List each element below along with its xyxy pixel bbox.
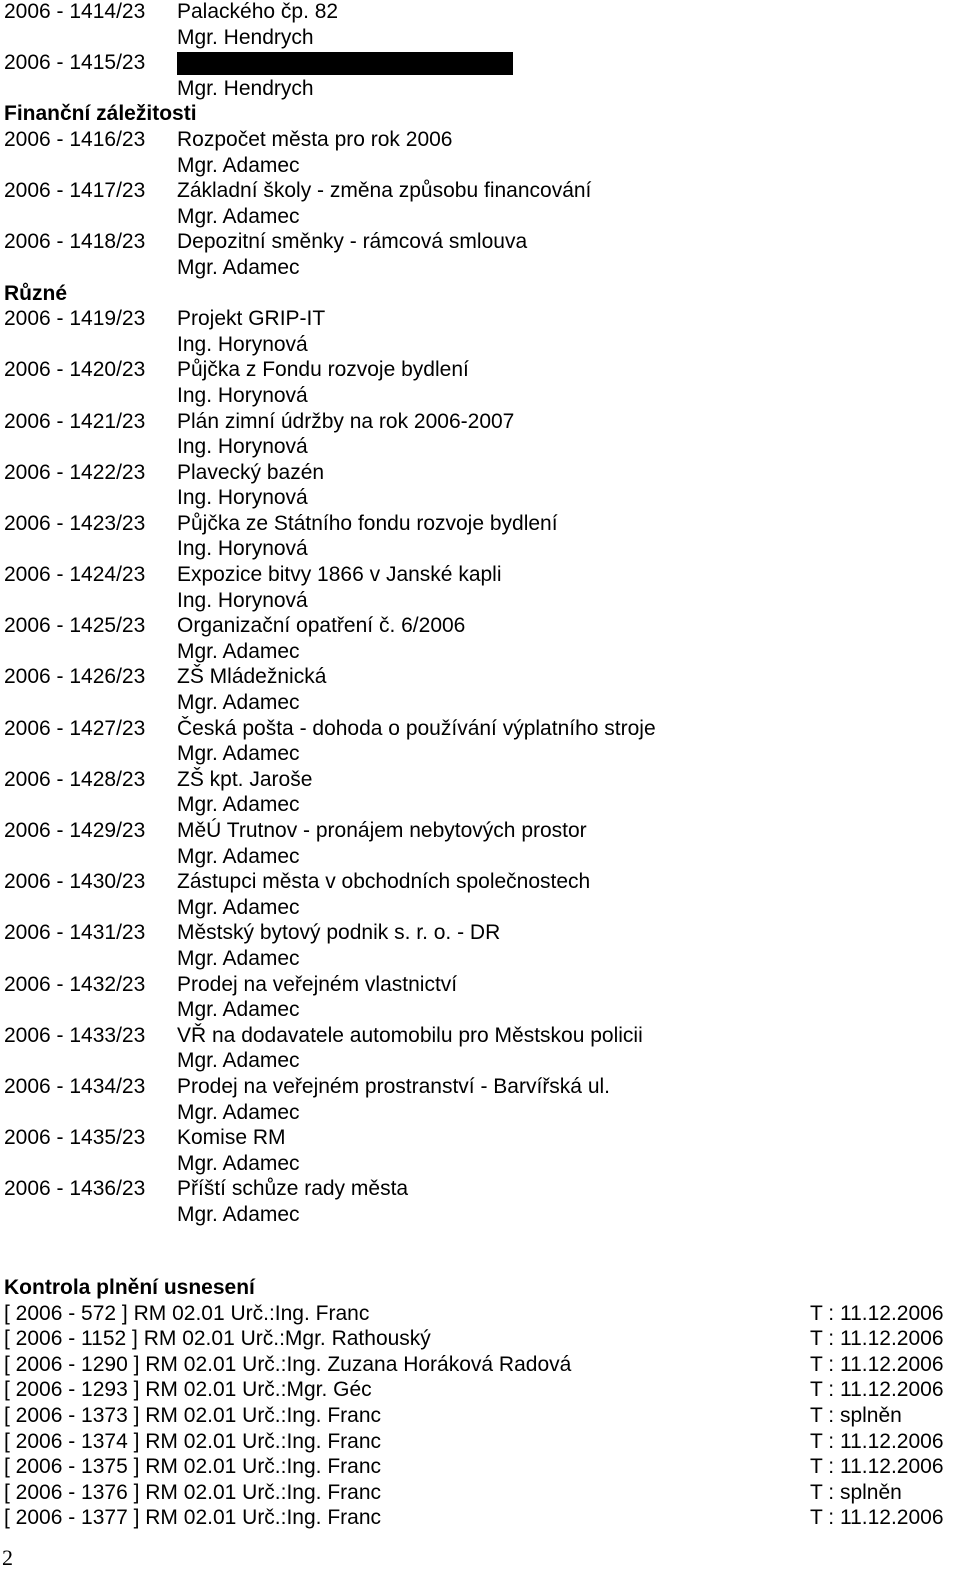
responsible-row xyxy=(4,741,954,767)
control-term: T : splněn xyxy=(810,1480,902,1504)
responsible-row xyxy=(4,332,954,358)
control-term: T : 11.12.2006 xyxy=(810,1378,944,1402)
control-reference: [ 2006 - 1290 ] RM 02.01 Urč.:Ing. Zuzana Horáková Radová xyxy=(4,1352,572,1376)
resolution-title: Palackého čp. 82 xyxy=(177,0,339,23)
resolution-number: 2006 - 1427/23 xyxy=(4,716,146,740)
resolution-item xyxy=(4,306,954,332)
control-row xyxy=(4,1403,954,1429)
control-reference: [ 2006 - 572 ] RM 02.01 Urč.:Ing. Franc xyxy=(4,1301,370,1325)
resolution-number: 2006 - 1434/23 xyxy=(4,1074,146,1098)
resolution-item xyxy=(4,357,954,383)
resolution-number: 2006 - 1415/23 xyxy=(4,51,146,75)
resolution-number: 2006 - 1430/23 xyxy=(4,870,146,894)
responsible-person: Ing. Horynová xyxy=(177,486,308,510)
responsible-row xyxy=(4,997,954,1023)
responsible-row xyxy=(4,204,954,230)
responsible-person: Mgr. Adamec xyxy=(177,691,300,715)
responsible-person: Ing. Horynová xyxy=(177,588,308,612)
responsible-row xyxy=(4,1100,954,1126)
resolution-item xyxy=(4,664,954,690)
responsible-person: Mgr. Adamec xyxy=(177,1049,300,1073)
resolution-title: Organizační opatření č. 6/2006 xyxy=(177,614,466,638)
responsible-row xyxy=(4,844,954,870)
control-reference: [ 2006 - 1152 ] RM 02.01 Urč.:Mgr. Rathouský xyxy=(4,1327,431,1351)
resolution-title: Základní školy - změna způsobu financování xyxy=(177,179,592,203)
control-reference: [ 2006 - 1376 ] RM 02.01 Urč.:Ing. Franc xyxy=(4,1480,382,1504)
control-term: T : splněn xyxy=(810,1403,902,1427)
resolution-item xyxy=(4,409,954,435)
responsible-person: Mgr. Adamec xyxy=(177,895,300,919)
resolution-title: VŘ na dodavatele automobilu pro Městskou policii xyxy=(177,1023,643,1047)
control-row xyxy=(4,1454,954,1480)
control-row xyxy=(4,1505,954,1531)
resolution-title: MěÚ Trutnov - pronájem nebytových prostor xyxy=(177,819,587,842)
responsible-person: Ing. Horynová xyxy=(177,435,308,459)
responsible-row xyxy=(4,895,954,921)
resolution-title: Městský bytový podnik s. r. o. - DR xyxy=(177,921,501,945)
responsible-row xyxy=(4,434,954,460)
responsible-person: Mgr. Adamec xyxy=(177,204,300,228)
control-reference: [ 2006 - 1374 ] RM 02.01 Urč.:Ing. Franc xyxy=(4,1429,382,1453)
responsible-row xyxy=(4,588,954,614)
responsible-row xyxy=(4,690,954,716)
resolution-title: Česká pošta - dohoda o používání výplatního stroje xyxy=(177,716,656,740)
resolution-title: Rozpočet města pro rok 2006 xyxy=(177,127,453,151)
responsible-person: Mgr. Hendrych xyxy=(177,76,314,100)
control-term: T : 11.12.2006 xyxy=(810,1327,944,1351)
resolution-number: 2006 - 1435/23 xyxy=(4,1126,146,1150)
control-section xyxy=(4,1275,954,1531)
resolution-number: 2006 - 1433/23 xyxy=(4,1023,146,1047)
redaction-bar xyxy=(177,52,513,75)
resolution-title: Půjčka ze Státního fondu rozvoje bydlení xyxy=(177,511,558,535)
resolution-item xyxy=(4,0,954,25)
responsible-person: Mgr. Adamec xyxy=(177,793,300,817)
resolution-title: ZŠ kpt. Jaroše xyxy=(177,767,313,791)
responsible-person: Ing. Horynová xyxy=(177,383,308,407)
responsible-row xyxy=(4,946,954,972)
responsible-person: Mgr. Adamec xyxy=(177,1202,300,1226)
responsible-person: Mgr. Adamec xyxy=(177,742,300,766)
control-row xyxy=(4,1352,954,1378)
resolution-number: 2006 - 1428/23 xyxy=(4,767,146,791)
resolution-number: 2006 - 1429/23 xyxy=(4,819,146,842)
responsible-row xyxy=(4,792,954,818)
resolution-item xyxy=(4,511,954,537)
resolution-item xyxy=(4,869,954,895)
responsible-row xyxy=(4,1202,954,1228)
resolution-title: Depozitní směnky - rámcová smlouva xyxy=(177,230,528,254)
responsible-row xyxy=(4,536,954,562)
control-row xyxy=(4,1480,954,1506)
responsible-row xyxy=(4,383,954,409)
responsible-row xyxy=(4,153,954,179)
resolution-item xyxy=(4,1023,954,1049)
resolution-number: 2006 - 1414/23 xyxy=(4,0,146,23)
responsible-row xyxy=(4,485,954,511)
resolution-title: ZŠ Mládežnická xyxy=(177,665,327,689)
responsible-person: Mgr. Adamec xyxy=(177,1151,300,1175)
control-row xyxy=(4,1377,954,1403)
control-row xyxy=(4,1301,954,1327)
resolution-item xyxy=(4,818,954,844)
resolution-number: 2006 - 1417/23 xyxy=(4,179,146,203)
responsible-person: Mgr. Adamec xyxy=(177,255,300,279)
resolution-item xyxy=(4,1074,954,1100)
responsible-person: Mgr. Adamec xyxy=(177,1100,300,1124)
resolution-item xyxy=(4,127,954,153)
page-number: 2 xyxy=(2,1545,13,1570)
resolution-number: 2006 - 1431/23 xyxy=(4,921,146,945)
resolution-number: 2006 - 1424/23 xyxy=(4,563,146,587)
resolution-item xyxy=(4,972,954,998)
responsible-person: Mgr. Adamec xyxy=(177,844,300,868)
responsible-row xyxy=(4,1151,954,1177)
resolution-item xyxy=(4,1176,954,1202)
responsible-person: Mgr. Adamec xyxy=(177,946,300,970)
control-row xyxy=(4,1429,954,1455)
resolution-title: Projekt GRIP-IT xyxy=(177,307,326,331)
control-reference: [ 2006 - 1373 ] RM 02.01 Urč.:Ing. Franc xyxy=(4,1403,382,1427)
control-term: T : 11.12.2006 xyxy=(810,1506,944,1530)
resolution-number: 2006 - 1425/23 xyxy=(4,614,146,638)
resolution-title: Plavecký bazén xyxy=(177,460,325,484)
resolution-title: Expozice bitvy 1866 v Janské kapli xyxy=(177,563,502,587)
resolution-number: 2006 - 1426/23 xyxy=(4,665,146,689)
responsible-person: Ing. Horynová xyxy=(177,332,308,356)
control-term: T : 11.12.2006 xyxy=(810,1352,944,1376)
resolution-title: Prodej na veřejném prostranství - Barvířská ul. xyxy=(177,1074,611,1098)
resolution-title: Půjčka z Fondu rozvoje bydlení xyxy=(177,358,469,382)
resolution-title: Plán zimní údržby na rok 2006-2007 xyxy=(177,409,515,433)
resolution-item xyxy=(4,716,954,742)
control-row xyxy=(4,1326,954,1352)
resolution-item xyxy=(4,562,954,588)
resolution-number: 2006 - 1418/23 xyxy=(4,230,146,254)
resolution-item xyxy=(4,767,954,793)
resolution-item xyxy=(4,920,954,946)
resolution-title: Prodej na veřejném vlastnictví xyxy=(177,972,458,996)
control-heading: Kontrola plnění usnesení xyxy=(4,1276,255,1299)
resolution-item xyxy=(4,229,954,255)
responsible-person: Mgr. Hendrych xyxy=(177,25,314,49)
responsible-row xyxy=(4,255,954,281)
resolution-title: Zástupci města v obchodních společnostech xyxy=(177,870,591,894)
responsible-person: Mgr. Adamec xyxy=(177,998,300,1022)
resolution-number: 2006 - 1423/23 xyxy=(4,511,146,535)
control-reference: [ 2006 - 1375 ] RM 02.01 Urč.:Ing. Franc xyxy=(4,1455,382,1479)
resolution-item xyxy=(4,613,954,639)
resolution-number: 2006 - 1420/23 xyxy=(4,358,146,382)
responsible-row xyxy=(4,25,954,51)
responsible-person: Mgr. Adamec xyxy=(177,153,300,177)
control-term: T : 11.12.2006 xyxy=(810,1301,944,1325)
control-reference: [ 2006 - 1293 ] RM 02.01 Urč.:Mgr. Géc xyxy=(4,1378,372,1402)
resolution-title: Příští schůze rady města xyxy=(177,1177,409,1201)
section-heading: Finanční záležitosti xyxy=(4,102,197,126)
resolution-item xyxy=(4,460,954,486)
resolution-title: Komise RM xyxy=(177,1126,286,1150)
resolution-item xyxy=(4,50,954,76)
responsible-person: Ing. Horynová xyxy=(177,537,308,561)
responsible-row xyxy=(4,1048,954,1074)
responsible-row xyxy=(4,76,954,102)
resolution-item xyxy=(4,1125,954,1151)
responsible-person: Mgr. Adamec xyxy=(177,639,300,663)
section-heading: Různé xyxy=(4,281,67,305)
resolution-number: 2006 - 1419/23 xyxy=(4,307,146,331)
resolution-list xyxy=(4,0,954,1228)
resolution-number: 2006 - 1436/23 xyxy=(4,1177,146,1201)
resolution-number: 2006 - 1421/23 xyxy=(4,409,146,433)
resolution-number: 2006 - 1416/23 xyxy=(4,127,146,151)
control-term: T : 11.12.2006 xyxy=(810,1429,944,1453)
resolution-number: 2006 - 1422/23 xyxy=(4,460,146,484)
resolution-number: 2006 - 1432/23 xyxy=(4,972,146,996)
control-rows xyxy=(4,1301,954,1531)
resolution-item xyxy=(4,178,954,204)
control-reference: [ 2006 - 1377 ] RM 02.01 Urč.:Ing. Franc xyxy=(4,1506,382,1530)
responsible-row xyxy=(4,639,954,665)
control-term: T : 11.12.2006 xyxy=(810,1455,944,1479)
